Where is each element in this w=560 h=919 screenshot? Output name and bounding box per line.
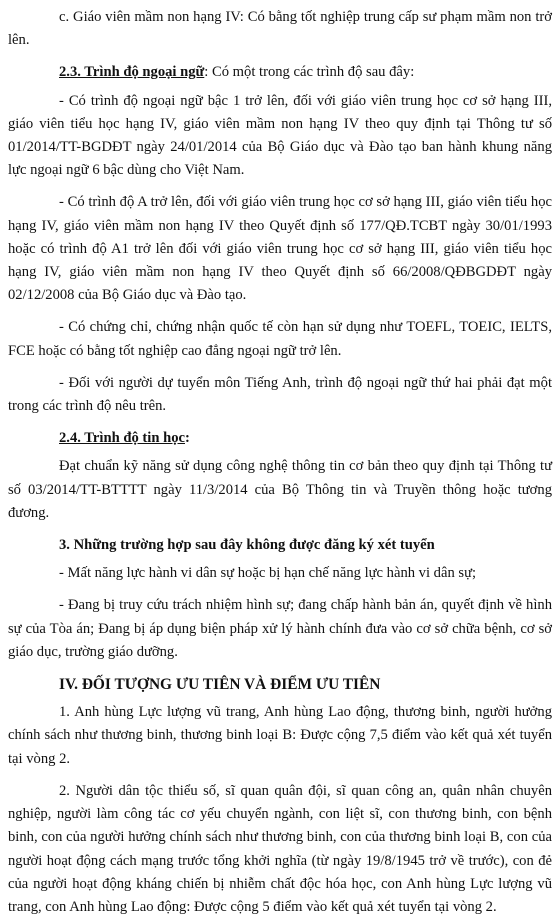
- heading-priority-section: IV. ĐỐI TƯỢNG ƯU TIÊN VÀ ĐIỂM ƯU TIÊN: [59, 676, 381, 694]
- heading-foreign-language: [8, 61, 552, 84]
- heading-computer-skills-title: 2.4. Trình độ tin học: [59, 430, 185, 447]
- heading-foreign-language-title: 2.3. Trình độ ngoại ngữ: [59, 64, 205, 81]
- heading-ineligible-cases: 3. Những trường hợp sau đây không được đăng ký xét tuyển: [59, 537, 435, 554]
- paragraph-priority-5: 2. Người dân tộc thiểu số, sĩ quan quân đội, sĩ quan công an, quân nhân chuyên nghiệp, người làm công tác cơ yếu chuyển ngành, con liệt sĩ, con thương binh, con bệnh binh, con của người hưởng chính sách như thương binh, con của thương binh loại B, con của người hoạt động cách mạng trước tổng khởi nghĩa (từ ngày 19/8/1945 trở về trước), con đẻ của người hoạt động kháng chiến bị nhiễm chất độc hóa học, con Anh hùng Lực lượng vũ trang, con Anh hùng Lao động: Được cộng 5 điểm vào kết quả xét tuyển tại vòng 2.: [8, 782, 552, 915]
- paragraph-priority-7-5: 1. Anh hùng Lực lượng vũ trang, Anh hùng Lao động, thương binh, người hưởng chính sách như thương binh, thương binh loại B: Được cộng 7,5 điểm vào kết quả xét tuyển tại vòng 2.: [8, 704, 552, 767]
- heading-foreign-language-rest: : Có một trong các trình độ sau đây:: [204, 64, 415, 81]
- heading-computer-skills: [8, 427, 552, 450]
- paragraph-criminal-liability: - Đang bị truy cứu trách nhiệm hình sự; đang chấp hành bản án, quyết định về hình sự của Tòa án; Đang bị áp dụng biện pháp xử lý hành chính đưa vào cơ sở chữa bệnh, cơ sở giáo dục, trường giáo dưỡng.: [8, 597, 552, 660]
- heading-computer-skills-rest: :: [184, 430, 190, 447]
- paragraph-kindergarten-grade-iv: c. Giáo viên mầm non hạng IV: Có bằng tốt nghiệp trung cấp sư phạm mầm non trở lên.: [8, 9, 552, 49]
- paragraph-english-candidates: - Đối với người dự tuyển môn Tiếng Anh, trình độ ngoại ngữ thứ hai phải đạt một trong các trình độ nêu trên.: [8, 374, 552, 415]
- paragraph-it-standard: Đạt chuẩn kỹ năng sử dụng công nghệ thông tin cơ bản theo quy định tại Thông tư số 03/2014/TT-BTTTT ngày 11/3/2014 của Bộ Thông tin và Truyền thông hoặc tương đương.: [8, 458, 552, 521]
- paragraph-language-level-1: - Có trình độ ngoại ngữ bậc 1 trở lên, đối với giáo viên trung học cơ sở hạng III, giáo viên tiểu học hạng IV, giáo viên mầm non hạng IV theo quy định tại Thông tư số 01/2014/TT-BGDĐT ngày 24/01/2014 của Bộ Giáo dục và Đào tạo ban hành khung năng lực ngoại ngữ 6 bậc dùng cho Việt Nam.: [8, 92, 552, 179]
- paragraph-language-level-a: - Có trình độ A trở lên, đối với giáo viên trung học cơ sở hạng III, giáo viên tiểu học hạng IV, giáo viên mầm non hạng IV theo Quyết định số 177/QĐ.TCBT ngày 30/01/1993 hoặc có trình độ A1 trở lên đối với giáo viên trung học cơ sở hạng III, giáo viên tiểu học hạng IV, giáo viên mầm non hạng IV theo Quyết định số 66/2008/QĐBGDĐT ngày 02/12/2008 của Bộ Giáo dục và Đào tạo.: [8, 194, 552, 304]
- paragraph-civil-capacity: - Mất năng lực hành vi dân sự hoặc bị hạn chế năng lực hành vi dân sự;: [59, 565, 477, 582]
- paragraph-international-certificate: - Có chứng chỉ, chứng nhận quốc tế còn hạn sử dụng như TOEFL, TOEIC, IELTS, FCE hoặc có bằng tốt nghiệp cao đẳng ngoại ngữ trở lên.: [8, 319, 552, 359]
